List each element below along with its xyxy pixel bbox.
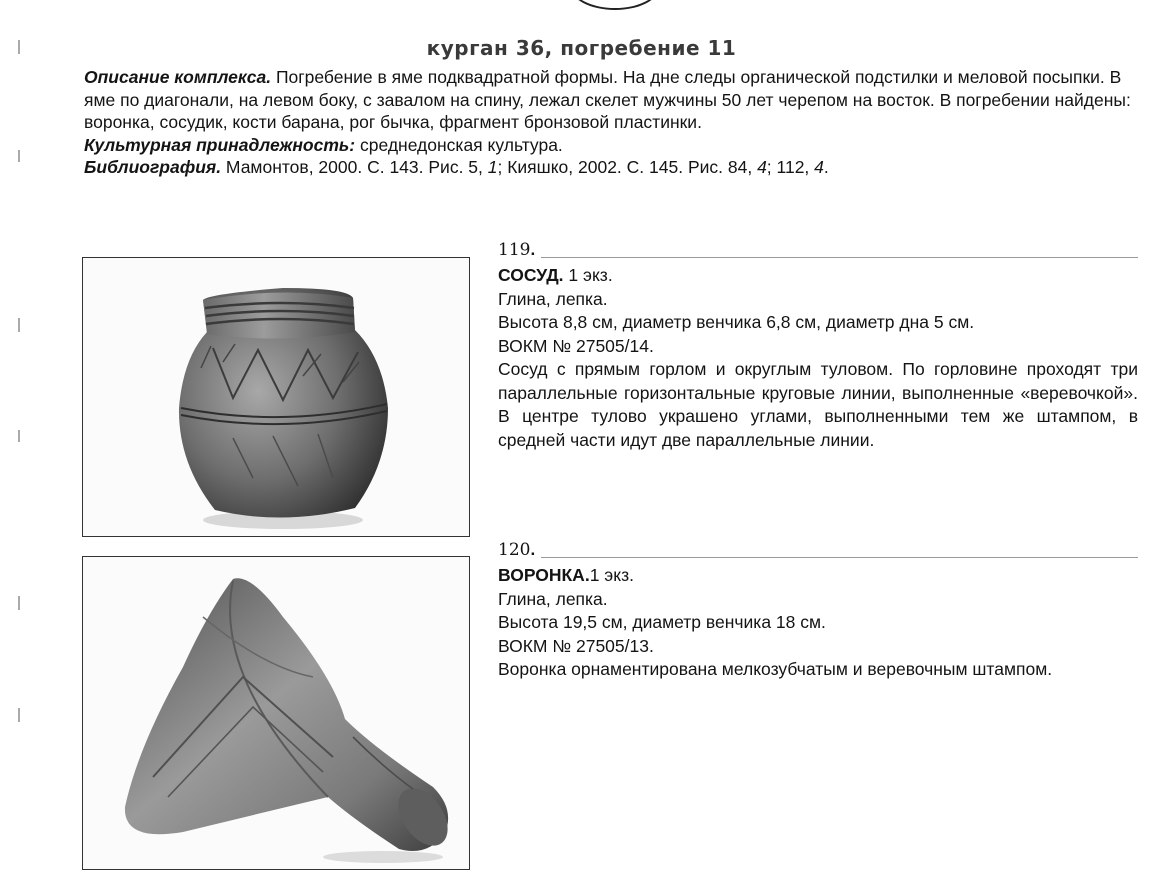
entry-count: 1 экз.: [589, 565, 634, 585]
description-text: Погребение в яме подквадратной формы. На дне следы органической подстилки и меловой посыпки. В яме по диагонали, на левом боку, с завалом на спину, лежал скелет мужчины 50 лет черепом на восток. В погребении найдены: воронка, сосудик, кости барана, рог бычка, фрагмент бронзовой пластинки.: [84, 67, 1131, 132]
catalog-entry-120: [498, 540, 1138, 682]
scan-margin-mark: [18, 708, 20, 722]
figure-ref: 4: [814, 157, 824, 177]
entry-material: Глина, лепка.: [498, 588, 608, 609]
complex-description: [84, 66, 1142, 179]
entry-divider: [541, 557, 1138, 558]
entry-dimensions: Высота 8,8 см, диаметр венчика 6,8 см, диаметр дна 5 см.: [498, 312, 975, 332]
catalog-entry-119: [498, 240, 1138, 452]
entry-inventory: ВОКМ № 27505/13.: [498, 635, 654, 656]
bibliography-text: .: [823, 157, 829, 177]
culture-label: Культурная принадлежность:: [84, 134, 356, 155]
funnel-image: [83, 557, 469, 869]
scan-margin-mark: [18, 318, 20, 332]
entry-number-row: [498, 240, 1138, 262]
scan-margin-mark: [18, 150, 20, 162]
entry-number-row: [498, 540, 1138, 562]
funnel-photo: [82, 556, 470, 870]
figure-ref: 4: [757, 157, 767, 177]
bibliography-text: Мамонтов, 2000. С. 143. Рис. 5,: [221, 157, 488, 177]
entry-heading: [498, 564, 1138, 588]
entry-count: 1 экз.: [563, 265, 613, 285]
description-paragraph: [84, 66, 1142, 134]
bibliography-text: ; 112,: [766, 157, 815, 177]
vessel-photo: [82, 257, 470, 537]
entry-divider: [541, 257, 1138, 258]
bibliography-label: Библиография.: [84, 157, 222, 177]
figure-ref: 1: [487, 157, 498, 177]
scan-margin-mark: [18, 430, 20, 442]
bibliography-paragraph: [84, 156, 1142, 179]
bibliography-text: ; Кияшко, 2002. С. 145. Рис. 84,: [497, 157, 758, 177]
scan-margin-mark: [18, 596, 20, 610]
entry-description: Воронка орнаментирована мелкозубчатым и веревочным штампом.: [498, 659, 1053, 679]
entry-number-value: 119: [498, 239, 531, 260]
entry-number: 120.: [498, 539, 536, 560]
entry-description: Сосуд с прямым горлом и округлым туловом. По горловине проходят три параллельные горизонтальные круговые линии, выполненные «веревочкой». В центре тулово украшено углами, выполненными тем же штампом, в средней части идут две параллельные линии.: [498, 359, 1138, 450]
entry-inventory: ВОКМ № 27505/14.: [498, 335, 654, 356]
description-label: Описание комплекса.: [84, 67, 272, 87]
entry-number-value: 120: [498, 539, 531, 560]
entry-name: СОСУД.: [498, 265, 564, 285]
entry-number: 119.: [498, 239, 536, 260]
entry-dimensions: Высота 19,5 см, диаметр венчика 18 см.: [498, 612, 826, 632]
culture-text: среднедонская культура.: [355, 134, 563, 155]
page-header-arc: [570, 0, 660, 10]
entry-material: Глина, лепка.: [498, 288, 608, 309]
entry-name: ВОРОНКА.: [498, 565, 590, 585]
entry-heading: [498, 264, 1138, 288]
vessel-image: [83, 258, 469, 536]
page-title: курган 36, погребение 11: [426, 36, 737, 60]
culture-paragraph: [84, 134, 1142, 157]
